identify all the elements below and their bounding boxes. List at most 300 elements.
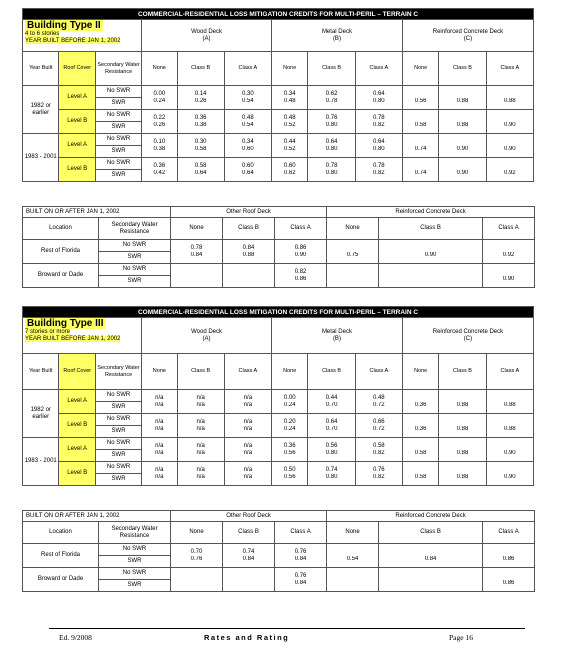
col-class-b: Class B: [223, 218, 275, 240]
credit-value: 0.78: [355, 110, 402, 122]
credit-value: [483, 568, 535, 580]
swr-label: SWR: [95, 402, 141, 414]
credit-value: 0.54: [327, 556, 379, 568]
credit-value: [379, 568, 483, 580]
year-before-text: YEAR BUILT BEFORE JAN 1, 2002: [25, 336, 121, 342]
credit-value: [402, 134, 438, 146]
section-title-band: COMMERCIAL-RESIDENTIAL LOSS MITIGATION CREDITS FOR MULTI-PERIL – TERRAIN C: [23, 9, 534, 20]
credit-value: n/a: [224, 438, 271, 450]
credit-value: 0.78: [308, 98, 355, 110]
location-cell: Broward or Dade: [23, 264, 99, 288]
credit-value: 0.86: [483, 580, 535, 592]
roof-cover-header: Roof Cover: [59, 52, 95, 86]
credit-value: 0.88: [486, 402, 533, 414]
credit-value: [486, 414, 533, 426]
credit-value: 0.75: [327, 252, 379, 264]
page-footer: [0, 631, 561, 645]
credit-value: 0.86: [275, 276, 327, 288]
credit-value: 0.90: [486, 146, 533, 158]
credit-value: 0.92: [486, 170, 533, 182]
section-title-band: COMMERCIAL-RESIDENTIAL LOSS MITIGATION CREDITS FOR MULTI-PERIL – TERRAIN C: [23, 307, 534, 318]
credit-value: [439, 462, 486, 474]
roof-cover-header: Roof Cover: [59, 354, 95, 390]
swr-label: SWR: [95, 474, 141, 486]
credit-value: 0.60: [224, 158, 271, 170]
building-type-header: [23, 318, 142, 354]
roof-cover-level: Level A: [59, 438, 95, 462]
table-row: [23, 252, 535, 264]
table-row: [23, 402, 534, 414]
table-row: [23, 568, 535, 580]
credit-value: 0.76: [308, 110, 355, 122]
swr-label: No SWR: [99, 544, 171, 556]
credit-value: [486, 438, 533, 450]
credit-value: 0.42: [142, 170, 177, 182]
stories-text: 4 to 6 stories: [25, 31, 60, 37]
table-row: [23, 276, 535, 288]
swr-label: SWR: [95, 170, 141, 182]
credit-value: [402, 158, 438, 170]
credit-value: 0.56: [308, 438, 355, 450]
credit-value: [327, 264, 379, 276]
credit-value: [171, 568, 223, 580]
credit-value: n/a: [142, 462, 177, 474]
swr-header: Secondary Water Resistance: [99, 522, 171, 544]
swr-label: No SWR: [99, 264, 171, 276]
credit-value: n/a: [142, 474, 177, 486]
credit-value: 0.58: [402, 122, 438, 134]
year-built-cell: 1982 or earlier: [23, 86, 59, 134]
concrete-deck-header: Reinforced Concrete Deck (C): [402, 20, 533, 52]
credit-value: [379, 264, 483, 276]
col-none: None: [402, 354, 438, 390]
location-cell: Rest of Florida: [23, 240, 99, 264]
credit-value: 0.90: [439, 146, 486, 158]
credit-value: 0.78: [355, 158, 402, 170]
col-none: None: [171, 218, 223, 240]
credit-value: n/a: [177, 474, 224, 486]
credit-value: 0.80: [308, 474, 355, 486]
credit-value: 0.36: [142, 158, 177, 170]
credit-value: [379, 240, 483, 252]
building-type-name: Building Type III: [27, 318, 104, 329]
table-row: [23, 390, 534, 402]
credit-value: 0.84: [223, 556, 275, 568]
credit-value: 0.80: [355, 98, 402, 110]
wood-deck-header: Wood Deck (A): [142, 318, 272, 354]
credit-value: n/a: [177, 438, 224, 450]
credit-value: [327, 568, 379, 580]
table-row: [23, 450, 534, 462]
col-none: None: [142, 52, 177, 86]
table-row: [23, 580, 535, 592]
credit-value: 0.88: [439, 98, 486, 110]
credit-value: 0.64: [177, 170, 224, 182]
credit-value: 0.30: [224, 86, 271, 98]
metal-deck-header: Metal Deck (B): [271, 318, 402, 354]
swr-label: SWR: [95, 426, 141, 438]
table-row: [23, 122, 534, 134]
table-row: [23, 474, 534, 486]
col-none: None: [142, 354, 177, 390]
pre-2002-rows: [23, 86, 534, 182]
credit-value: n/a: [142, 402, 177, 414]
credit-value: 0.70: [308, 426, 355, 438]
col-class-b: Class B: [223, 522, 275, 544]
credit-value: 0.74: [223, 544, 275, 556]
credit-value: 0.60: [224, 146, 271, 158]
credit-value: 0.26: [177, 98, 224, 110]
concrete-deck-header: Reinforced Concrete Deck (C): [402, 318, 533, 354]
table-row: [23, 462, 534, 474]
built-after-label: BUILT ON OR AFTER JAN 1, 2002: [23, 511, 171, 522]
col-class-a: Class A: [355, 52, 402, 86]
roof-cover-level: Level B: [59, 110, 95, 134]
credit-value: 0.64: [308, 414, 355, 426]
credit-value: 0.84: [275, 580, 327, 592]
credit-value: 0.88: [439, 474, 486, 486]
credit-value: 0.58: [355, 438, 402, 450]
credit-value: n/a: [177, 390, 224, 402]
table-row: [23, 146, 534, 158]
credit-value: [223, 580, 275, 592]
credit-value: 0.74: [402, 170, 438, 182]
roof-cover-level: Level B: [59, 158, 95, 182]
credit-value: 0.14: [177, 86, 224, 98]
credit-value: 0.30: [177, 134, 224, 146]
credit-value: 0.54: [224, 98, 271, 110]
credit-value: [327, 580, 379, 592]
credit-value: 0.84: [223, 240, 275, 252]
credit-value: [402, 390, 438, 402]
credit-value: 0.72: [355, 426, 402, 438]
credit-value: [223, 568, 275, 580]
credit-value: 0.62: [271, 170, 307, 182]
swr-header: Secondary Water Resistance: [95, 354, 141, 390]
credit-value: 0.80: [308, 170, 355, 182]
credit-value: 0.58: [402, 450, 438, 462]
credit-value: 0.90: [486, 474, 533, 486]
footer-page-number: Page 16: [449, 633, 473, 642]
location-header: Location: [23, 522, 99, 544]
credit-value: 0.48: [271, 98, 307, 110]
credit-value: n/a: [177, 414, 224, 426]
credit-value: 0.76: [355, 462, 402, 474]
col-class-a: Class A: [483, 218, 535, 240]
credit-value: 0.86: [275, 240, 327, 252]
swr-label: No SWR: [95, 438, 141, 450]
built-after-2002-table: [22, 206, 535, 288]
year-built-cell: 1982 or earlier: [23, 390, 59, 438]
swr-header: Secondary Water Resistance: [95, 52, 141, 86]
credit-value: 0.78: [308, 158, 355, 170]
footer-edition: Ed. 9/2008: [59, 633, 92, 642]
swr-label: SWR: [95, 146, 141, 158]
pre-2002-rows: [23, 390, 534, 486]
credit-value: 0.36: [402, 402, 438, 414]
credit-value: 0.80: [355, 146, 402, 158]
built-after-label: BUILT ON OR AFTER JAN 1, 2002: [23, 207, 171, 218]
credit-value: 0.24: [142, 98, 177, 110]
credit-value: 0.88: [439, 402, 486, 414]
credit-value: n/a: [177, 450, 224, 462]
table-row: [23, 158, 534, 170]
credit-value: 0.54: [224, 122, 271, 134]
credit-value: 0.82: [355, 474, 402, 486]
swr-label: SWR: [99, 580, 171, 592]
credit-value: n/a: [177, 402, 224, 414]
col-class-b: Class B: [308, 52, 355, 86]
credit-value: 0.88: [439, 426, 486, 438]
credit-value: [402, 462, 438, 474]
credit-value: 0.66: [355, 414, 402, 426]
swr-label: No SWR: [95, 414, 141, 426]
credit-value: 0.58: [402, 474, 438, 486]
col-class-a: Class A: [224, 354, 271, 390]
credit-value: [379, 276, 483, 288]
credit-value: [439, 134, 486, 146]
credit-value: 0.36: [402, 426, 438, 438]
credit-value: 0.84: [171, 252, 223, 264]
credit-value: 0.34: [271, 86, 307, 98]
table-row: [23, 414, 534, 426]
col-class-b: Class B: [379, 522, 483, 544]
credit-value: [486, 134, 533, 146]
credit-value: 0.90: [439, 170, 486, 182]
credit-value: 0.70: [308, 402, 355, 414]
credit-value: [439, 110, 486, 122]
credit-value: 0.52: [271, 146, 307, 158]
credit-value: 0.80: [308, 122, 355, 134]
credit-value: [483, 240, 535, 252]
credit-value: 0.88: [486, 426, 533, 438]
roof-cover-level: Level B: [59, 414, 95, 438]
credit-value: [327, 240, 379, 252]
credit-value: [171, 276, 223, 288]
credit-value: n/a: [224, 426, 271, 438]
year-built-cell: 1983 - 2001: [23, 134, 59, 182]
swr-label: No SWR: [99, 240, 171, 252]
credit-value: 0.48: [355, 390, 402, 402]
col-class-b: Class B: [439, 354, 486, 390]
metal-deck-header: Metal Deck (B): [271, 20, 402, 52]
credit-value: 0.88: [486, 98, 533, 110]
credit-value: [171, 264, 223, 276]
credit-value: 0.74: [308, 462, 355, 474]
credit-value: 0.90: [275, 252, 327, 264]
credit-value: 0.64: [355, 134, 402, 146]
credit-value: 0.48: [224, 110, 271, 122]
col-class-a: Class A: [275, 218, 327, 240]
credit-value: 0.24: [271, 426, 307, 438]
credit-value: n/a: [177, 426, 224, 438]
credit-value: 0.56: [402, 98, 438, 110]
credit-value: n/a: [142, 438, 177, 450]
col-class-a: Class A: [275, 522, 327, 544]
credit-value: [439, 390, 486, 402]
table-row: [23, 134, 534, 146]
credit-value: 0.88: [439, 450, 486, 462]
credit-value: [171, 580, 223, 592]
wood-deck-header: Wood Deck (A): [142, 20, 272, 52]
credit-value: n/a: [224, 450, 271, 462]
col-none: None: [171, 522, 223, 544]
building-type-iii-table: [22, 306, 534, 486]
credit-value: [486, 86, 533, 98]
credit-value: 0.80: [308, 450, 355, 462]
credit-value: 0.88: [439, 122, 486, 134]
credit-value: [402, 438, 438, 450]
table-row: [23, 110, 534, 122]
swr-label: No SWR: [95, 86, 141, 98]
footer-title: Rates and Rating: [204, 633, 290, 642]
swr-label: SWR: [99, 556, 171, 568]
swr-label: SWR: [99, 276, 171, 288]
col-none: None: [271, 354, 307, 390]
credit-value: 0.76: [275, 544, 327, 556]
credit-value: 0.82: [355, 122, 402, 134]
swr-label: SWR: [95, 122, 141, 134]
credit-value: 0.26: [142, 122, 177, 134]
swr-label: No SWR: [95, 390, 141, 402]
credit-value: n/a: [224, 390, 271, 402]
credit-value: 0.72: [355, 402, 402, 414]
year-built-header: Year Built: [23, 354, 59, 390]
credit-value: n/a: [142, 450, 177, 462]
credit-value: 0.34: [224, 134, 271, 146]
credit-value: [439, 438, 486, 450]
table-row: [23, 170, 534, 182]
year-before-text: YEAR BUILT BEFORE JAN 1, 2002: [25, 38, 121, 44]
location-header: Location: [23, 218, 99, 240]
credit-value: 0.62: [308, 86, 355, 98]
col-class-b: Class B: [439, 52, 486, 86]
credit-value: 0.82: [355, 450, 402, 462]
credit-value: 0.92: [483, 252, 535, 264]
roof-cover-level: Level A: [59, 134, 95, 158]
swr-label: SWR: [95, 98, 141, 110]
credit-value: 0.84: [275, 556, 327, 568]
swr-label: No SWR: [95, 134, 141, 146]
table-row: [23, 86, 534, 98]
credit-value: n/a: [142, 426, 177, 438]
credit-value: 0.64: [355, 86, 402, 98]
credit-value: 0.90: [486, 450, 533, 462]
col-none: None: [327, 218, 379, 240]
credit-value: 0.60: [271, 158, 307, 170]
concrete-deck-header: Reinforced Concrete Deck: [327, 207, 535, 218]
credit-value: [486, 462, 533, 474]
credit-value: [402, 414, 438, 426]
swr-label: No SWR: [99, 568, 171, 580]
col-class-b: Class B: [177, 354, 224, 390]
credit-value: 0.78: [171, 240, 223, 252]
credit-value: 0.84: [379, 556, 483, 568]
credit-value: 0.82: [275, 264, 327, 276]
credit-value: 0.50: [271, 462, 307, 474]
col-class-a: Class A: [486, 52, 533, 86]
credit-value: 0.58: [177, 158, 224, 170]
credit-value: 0.88: [223, 252, 275, 264]
credit-value: 0.36: [177, 110, 224, 122]
credit-value: [439, 158, 486, 170]
post-2002-rows: [23, 544, 535, 592]
credit-value: 0.76: [275, 568, 327, 580]
credit-value: [223, 264, 275, 276]
credit-value: 0.00: [271, 390, 307, 402]
credit-value: 0.64: [224, 170, 271, 182]
credit-value: 0.44: [271, 134, 307, 146]
roof-cover-level: Level A: [59, 390, 95, 414]
credit-value: [486, 110, 533, 122]
col-none: None: [271, 52, 307, 86]
credit-value: [402, 110, 438, 122]
credit-value: [327, 276, 379, 288]
credit-value: [379, 544, 483, 556]
credit-value: [327, 544, 379, 556]
credit-value: n/a: [142, 414, 177, 426]
table-row: [23, 264, 535, 276]
credit-value: [486, 158, 533, 170]
credit-value: n/a: [224, 462, 271, 474]
table-row: [23, 240, 535, 252]
credit-value: [379, 580, 483, 592]
credit-value: 0.64: [308, 134, 355, 146]
building-type-name: Building Type II: [27, 20, 101, 31]
swr-label: No SWR: [95, 158, 141, 170]
table-row: [23, 438, 534, 450]
credit-value: 0.20: [271, 414, 307, 426]
swr-header: Secondary Water Resistance: [99, 218, 171, 240]
credit-value: [223, 276, 275, 288]
credit-value: [486, 390, 533, 402]
table-row: [23, 544, 535, 556]
credit-value: 0.74: [402, 146, 438, 158]
credit-value: [402, 86, 438, 98]
credit-value: n/a: [142, 390, 177, 402]
col-none: None: [402, 52, 438, 86]
concrete-deck-header: Reinforced Concrete Deck: [327, 511, 535, 522]
credit-value: 0.56: [271, 450, 307, 462]
credit-value: 0.90: [483, 276, 535, 288]
other-roof-deck-header: Other Roof Deck: [171, 207, 327, 218]
table-row: [23, 98, 534, 110]
col-class-a: Class A: [355, 354, 402, 390]
building-type-header: [23, 20, 142, 52]
table-row: [23, 426, 534, 438]
swr-label: SWR: [99, 252, 171, 264]
col-class-a: Class A: [224, 52, 271, 86]
roof-cover-level: Level B: [59, 462, 95, 486]
roof-cover-level: Level A: [59, 86, 95, 110]
col-class-b: Class B: [379, 218, 483, 240]
col-class-a: Class A: [483, 522, 535, 544]
credit-value: 0.36: [271, 438, 307, 450]
built-after-2002-table: [22, 510, 535, 592]
credit-value: 0.48: [271, 110, 307, 122]
year-built-cell: 1983 - 2001: [23, 438, 59, 486]
credit-value: n/a: [177, 462, 224, 474]
col-none: None: [327, 522, 379, 544]
credit-value: 0.90: [486, 122, 533, 134]
credit-value: 0.80: [308, 146, 355, 158]
year-built-header: Year Built: [23, 52, 59, 86]
credit-value: 0.22: [142, 110, 177, 122]
stories-text: 7 stories or more: [25, 329, 71, 335]
credit-value: [439, 86, 486, 98]
credit-value: 0.38: [142, 146, 177, 158]
table-row: [23, 556, 535, 568]
